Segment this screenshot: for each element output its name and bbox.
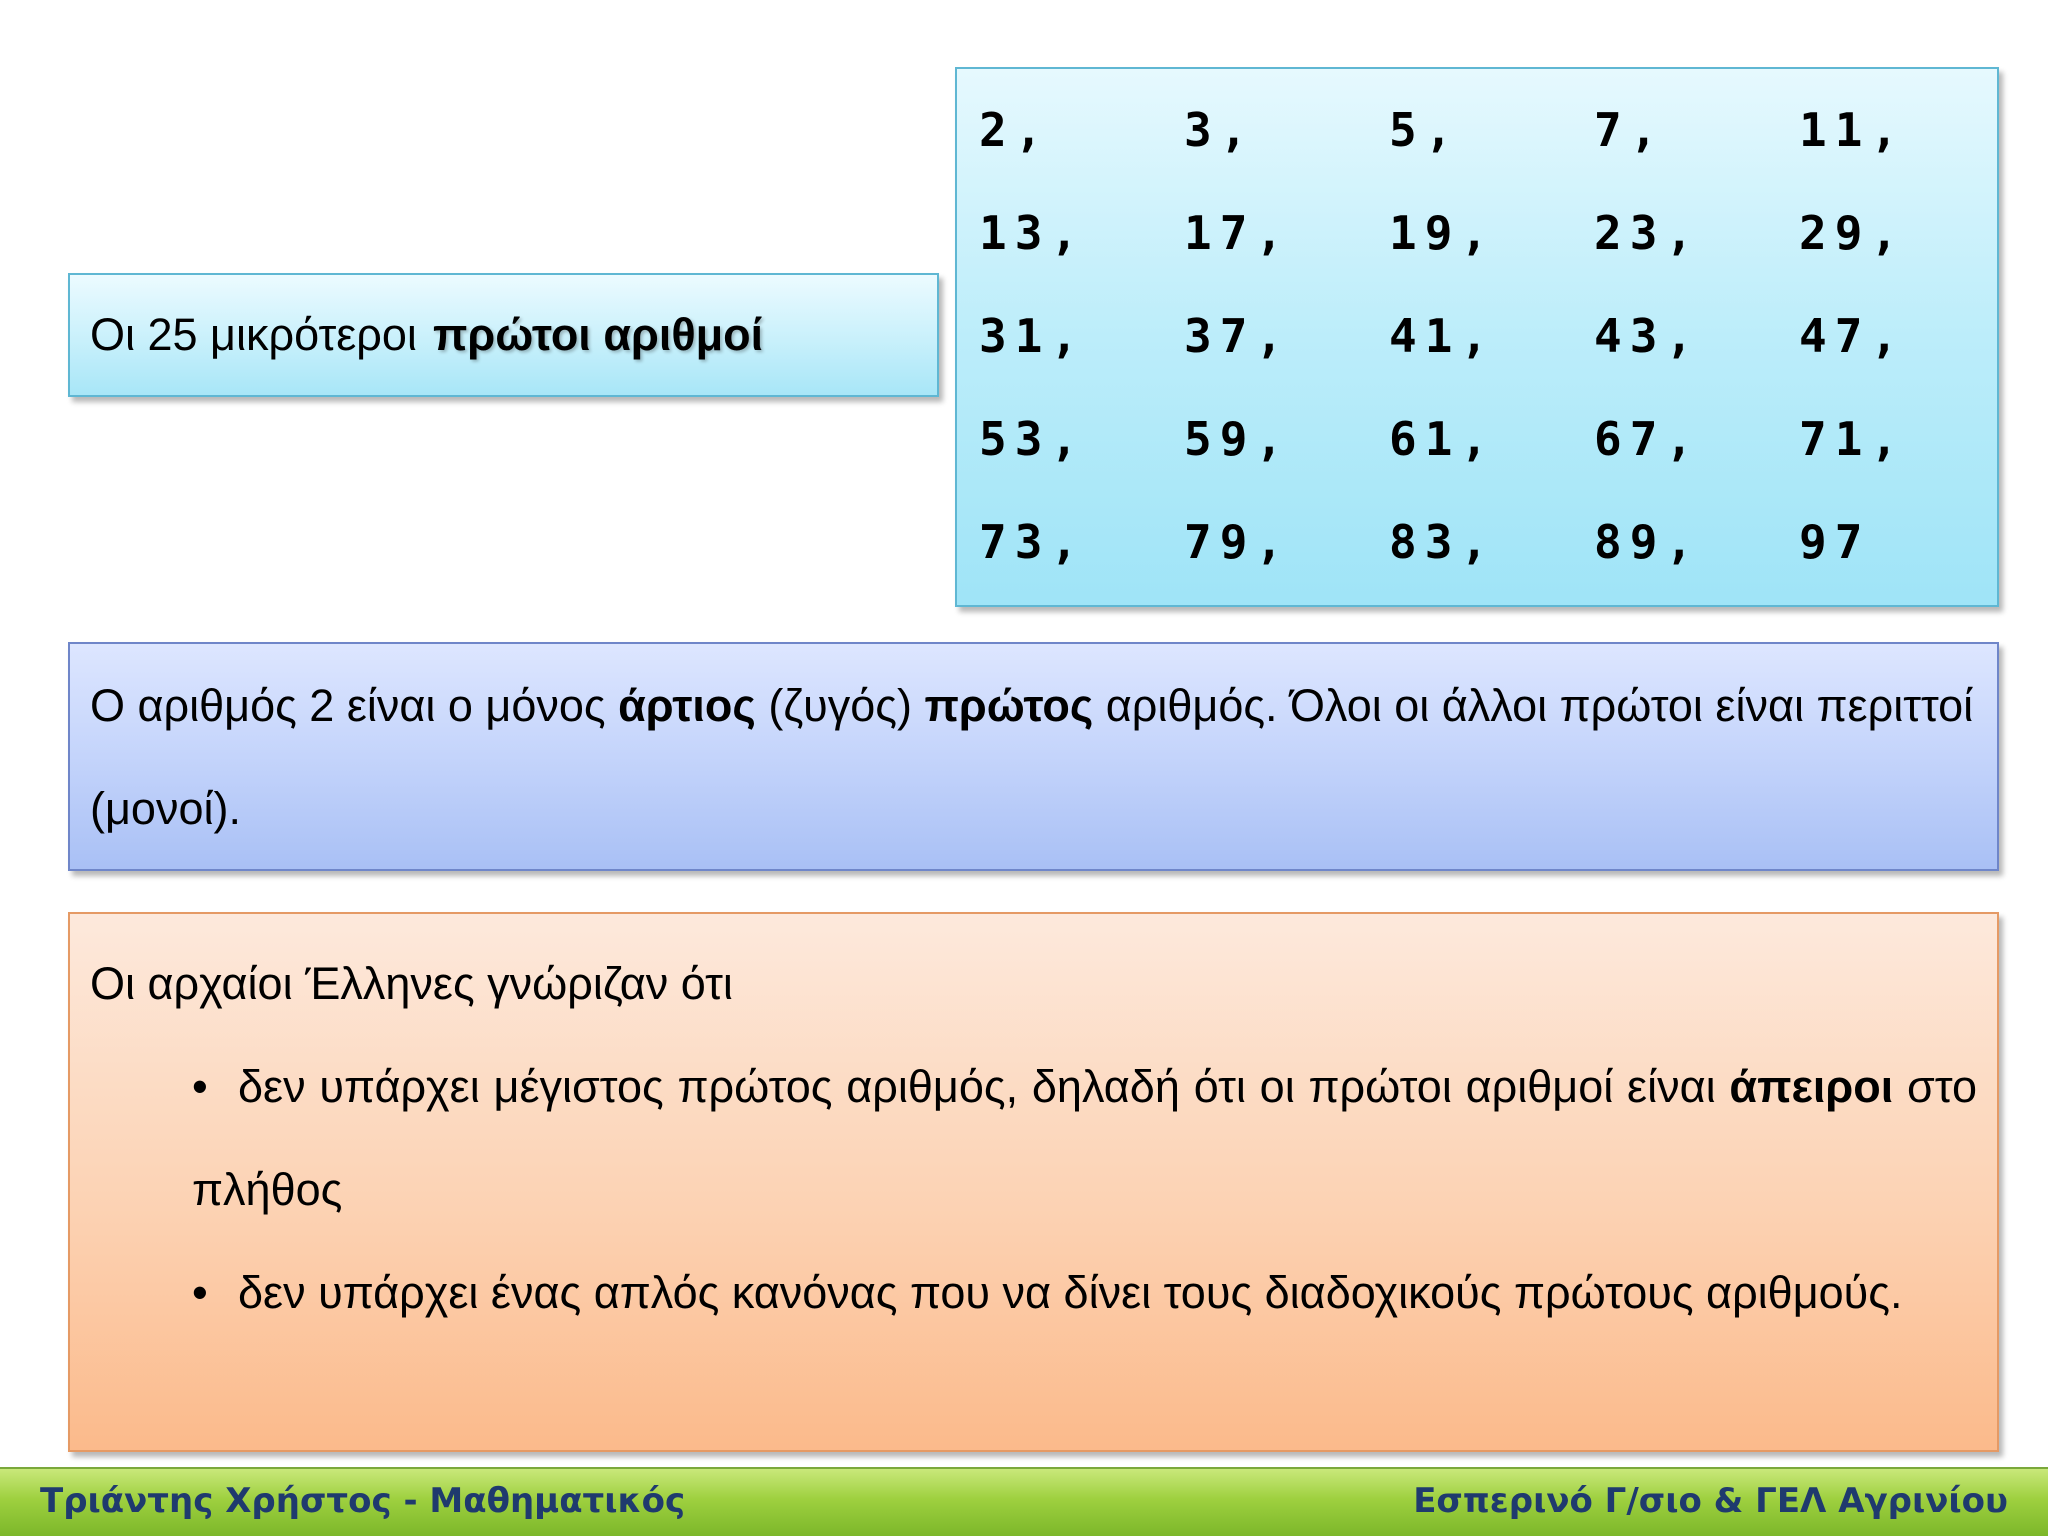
prime-number: 53, bbox=[979, 412, 1087, 466]
prime-number: 73, bbox=[979, 515, 1087, 569]
prime-number: 11, bbox=[1799, 103, 1907, 157]
prime-number: 3, bbox=[1184, 103, 1256, 157]
text-segment: (ζυγός) bbox=[755, 680, 925, 731]
prime-number: 43, bbox=[1594, 309, 1702, 363]
bold-term-prime: πρώτος bbox=[924, 680, 1094, 731]
prime-number: 2, bbox=[979, 103, 1051, 157]
prime-number: 71, bbox=[1799, 412, 1907, 466]
prime-number: 97 bbox=[1799, 515, 1871, 569]
title-prefix: Οι 25 μικρότεροι bbox=[90, 309, 417, 360]
footer-school: Εσπερινό Γ/σιο & ΓΕΛ Αγρινίου bbox=[1413, 1481, 2008, 1521]
prime-number: 41, bbox=[1389, 309, 1497, 363]
prime-number: 67, bbox=[1594, 412, 1702, 466]
text-segment: αριθμός. Όλοι οι άλλοι πρώτοι είναι περιττοί (μονοί). bbox=[90, 680, 1974, 834]
bold-term-even: άρτιος bbox=[618, 680, 756, 731]
prime-number: 61, bbox=[1389, 412, 1497, 466]
primes-list-box bbox=[955, 67, 1999, 607]
prime-number: 47, bbox=[1799, 309, 1907, 363]
bullet-no-simple-rule bbox=[192, 1241, 1977, 1344]
even-prime-text bbox=[90, 654, 1977, 860]
text-segment: Ο αριθμός 2 είναι ο μόνος bbox=[90, 680, 619, 731]
text-segment: στο πλήθος bbox=[192, 1061, 1977, 1215]
text-segment: δεν υπάρχει ένας απλός κανόνας που να δίνει τους διαδοχικούς πρώτους αριθμούς. bbox=[238, 1267, 1903, 1318]
ancient-greeks-box bbox=[68, 912, 1999, 1452]
bold-term-infinite: άπειροι bbox=[1729, 1061, 1894, 1112]
footer-author: Τριάντης Χρήστος - Μαθηματικός bbox=[40, 1481, 686, 1521]
greeks-bullet-list bbox=[90, 1035, 1977, 1344]
prime-number: 31, bbox=[979, 309, 1087, 363]
prime-number: 13, bbox=[979, 206, 1087, 260]
text-segment: δεν υπάρχει μέγιστος πρώτος αριθμός, δηλαδή ότι οι πρώτοι αριθμοί είναι bbox=[238, 1061, 1730, 1112]
prime-number: 19, bbox=[1389, 206, 1497, 260]
prime-number: 83, bbox=[1389, 515, 1497, 569]
prime-number: 23, bbox=[1594, 206, 1702, 260]
footer-bar bbox=[0, 1467, 2048, 1536]
title-highlight: πρώτοι αριθμοί bbox=[432, 309, 764, 360]
prime-number: 5, bbox=[1389, 103, 1461, 157]
prime-number: 37, bbox=[1184, 309, 1292, 363]
bullet-infinite-primes bbox=[192, 1035, 1977, 1241]
prime-number: 59, bbox=[1184, 412, 1292, 466]
even-prime-box bbox=[68, 642, 1999, 871]
prime-number: 7, bbox=[1594, 103, 1666, 157]
prime-number: 89, bbox=[1594, 515, 1702, 569]
prime-number: 79, bbox=[1184, 515, 1292, 569]
prime-number: 29, bbox=[1799, 206, 1907, 260]
primes-grid bbox=[979, 103, 2004, 624]
greeks-intro: Οι αρχαίοι Έλληνες γνώριζαν ότι bbox=[90, 958, 733, 1009]
prime-number: 17, bbox=[1184, 206, 1292, 260]
primes-title-box bbox=[68, 273, 939, 397]
